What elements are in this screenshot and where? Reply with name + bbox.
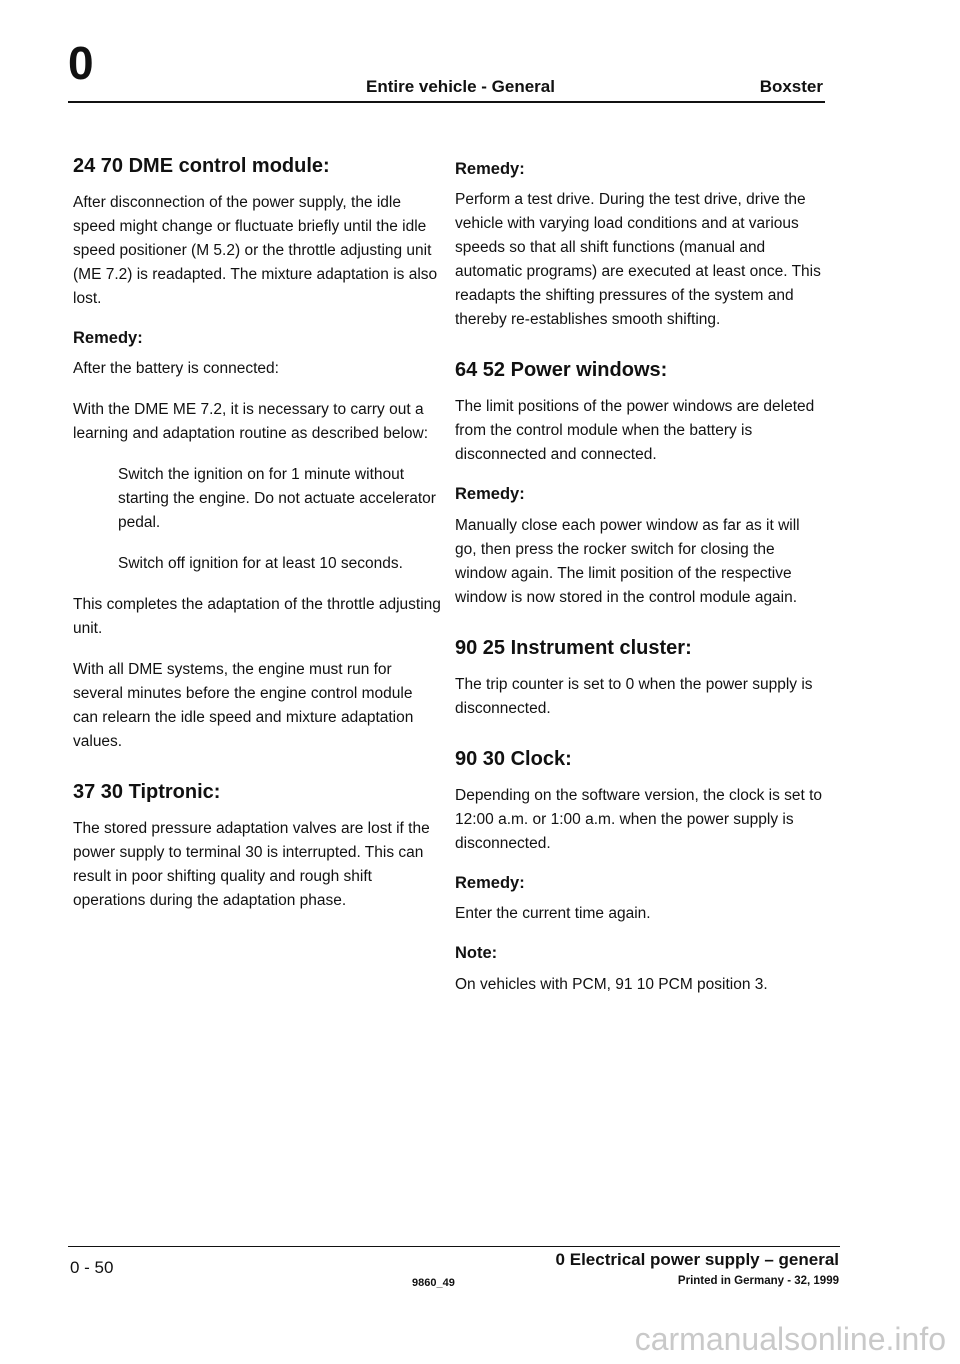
paragraph: This completes the adaptation of the throttle adjusting unit. [73, 596, 441, 638]
step-item: Switch off ignition for at least 10 seconds. [118, 555, 403, 573]
left-column [73, 154, 441, 930]
heading-clock: 90 30 Clock: [455, 747, 572, 770]
step-item: Switch the ignition on for 1 minute without starting the engine. Do not actuate accelerator pedal. [118, 466, 436, 532]
paragraph: The limit positions of the power windows are deleted from the control module when the battery is disconnected and connected. [455, 398, 815, 464]
paragraph: After the battery is connected: [73, 360, 279, 378]
note-label: Note: [455, 944, 498, 963]
paragraph: With the DME ME 7.2, it is necessary to carry out a learning and adaptation routine as described below: [73, 401, 429, 443]
heading-instrument-cluster: 90 25 Instrument cluster: [455, 636, 692, 659]
paragraph: Enter the current time again. [455, 905, 651, 923]
paragraph: Manually close each power window as far as it will go, then press the rocker switch for closing the window again. The limit position of the respective window is now stored in the control module again. [455, 516, 800, 606]
heading-tiptronic: 37 30 Tiptronic: [73, 781, 221, 804]
right-column [455, 159, 823, 1014]
printed-info: Printed in Germany - 32, 1999 [677, 1275, 839, 1287]
paragraph: With all DME systems, the engine must run for several minutes before the engine control module can relearn the idle speed and mixture adaptation values. [73, 661, 414, 751]
heading-power-windows: 64 52 Power windows: [455, 359, 668, 382]
paragraph: After disconnection of the power supply, the idle speed might change or fluctuate briefly until the idle speed positioner (M 5.2) or the throttle adjusting unit (ME 7.2) is readapted. The mixture adaptation is also lost. [73, 194, 438, 307]
remedy-label: Remedy: [455, 160, 525, 178]
footer-section-title: 0 Electrical power supply – general [555, 1250, 839, 1269]
paragraph: Depending on the software version, the clock is set to 12:00 a.m. or 1:00 a.m. when the power supply is disconnected. [455, 786, 823, 852]
header-model: Boxster [759, 77, 823, 96]
header-title: Entire vehicle - General [366, 77, 555, 96]
watermark: carmanualsonline.info [634, 1321, 946, 1357]
paragraph: The trip counter is set to 0 when the power supply is disconnected. [455, 675, 813, 717]
remedy-label: Remedy: [455, 485, 525, 504]
chapter-number: 0 [68, 37, 94, 89]
paragraph: Perform a test drive. During the test drive, drive the vehicle with varying load conditions and at various speeds so that all shift functions (manual and automatic programs) are executed at least once. This readapts the shifting pressures of the system and thereby re-establishes smooth shifting. [455, 191, 821, 329]
document-code: 9860_49 [412, 1277, 455, 1289]
paragraph: The stored pressure adaptation valves are lost if the power supply to terminal 30 is interrupted. This can result in poor shifting quality and rough shift operations during the adaptation phase. [73, 820, 430, 910]
paragraph: On vehicles with PCM, 91 10 PCM position 3. [455, 975, 768, 993]
page-number: 0 - 50 [70, 1258, 114, 1277]
header-divider [68, 101, 825, 103]
remedy-label: Remedy: [455, 873, 525, 892]
remedy-label: Remedy: [73, 329, 143, 347]
footer-divider [68, 1246, 840, 1247]
heading-dme-control-module: 24 70 DME control module: [73, 155, 330, 177]
